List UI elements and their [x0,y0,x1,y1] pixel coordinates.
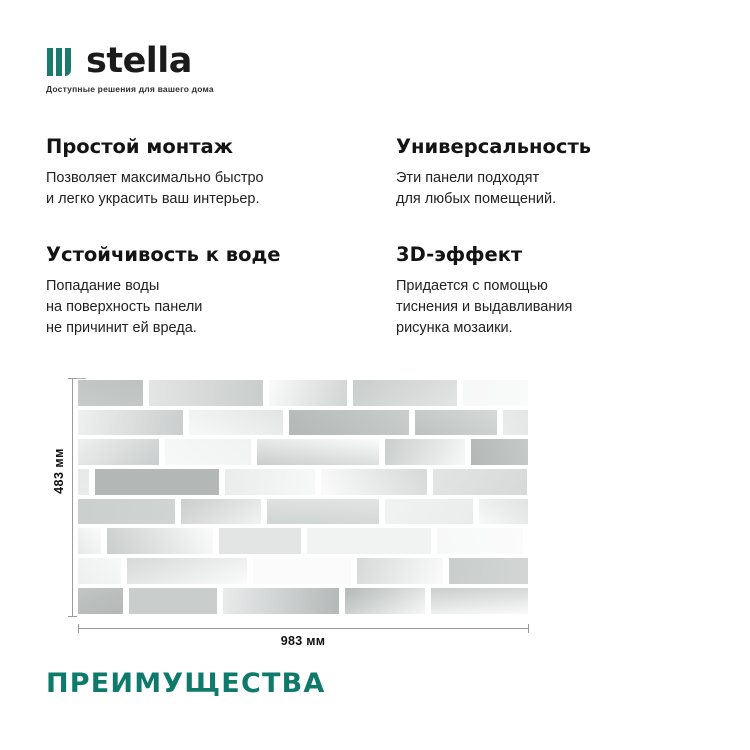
feature-block-simple-install [46,136,376,236]
brick-tile [124,556,250,586]
feature-item [46,136,376,210]
brick-tile [350,378,460,408]
brick-tile [78,437,162,467]
feature-body [396,276,676,339]
brick-tile [468,437,528,467]
brick-tile [382,497,476,527]
brick-tile [430,467,528,497]
brick-tile [526,526,528,556]
width-tick-left [78,624,79,633]
feature-item [46,244,376,339]
feature-block-3d-effect [396,244,676,365]
feature-body-line: Эти панели подходят [396,170,540,187]
logo-row [46,41,214,81]
width-tick-right [528,624,529,633]
brick-tile [446,556,528,586]
brick-tile [434,526,526,556]
brick-tile [382,437,468,467]
section-heading-advantages: ПРЕИМУЩЕСТВА [46,668,326,699]
brick-tile [254,437,382,467]
brick-mosaic-panel-image [78,378,528,616]
brick-tile [304,526,434,556]
brick-tile [104,526,216,556]
brick-tile [78,378,146,408]
feature-body-line: Попадание воды [46,278,160,295]
brand-tagline: Доступные решения для вашего дома [46,84,214,94]
brick-row [78,497,528,527]
feature-body [46,276,376,339]
brick-tile [476,497,528,527]
brick-tile [78,556,124,586]
brick-tile [222,467,318,497]
feature-item [396,244,676,339]
brick-tile [78,408,186,438]
brick-tile [146,378,266,408]
width-dimension-line [78,628,528,629]
brick-tile [126,586,220,616]
brick-row [78,408,528,438]
brick-tile [92,467,222,497]
feature-body-line: не причинит ей вреда. [46,320,197,337]
stella-logo-mark-icon [46,45,80,79]
brick-tile [78,586,126,616]
brick-tile [460,378,528,408]
feature-body [46,168,376,210]
brick-tile [342,586,428,616]
brick-tile [162,437,254,467]
brick-tile [216,526,304,556]
feature-title: Универсальность [396,135,592,158]
brick-tile [266,378,350,408]
feature-block-universality [396,136,676,236]
brick-tile [412,408,500,438]
height-label: 483 мм [52,448,66,494]
brick-tile [178,497,264,527]
feature-title: Простой монтаж [46,135,234,158]
brick-row [78,556,528,586]
product-dimension-diagram [46,378,546,648]
brick-tile [286,408,412,438]
height-tick-top [68,378,77,379]
brick-row [78,526,528,556]
brick-tile [186,408,286,438]
feature-body [396,168,676,210]
brick-tile [78,526,104,556]
brick-tile [428,586,528,616]
brand-name: stella [86,41,192,81]
feature-body-line: для любых помещений. [396,191,557,208]
height-dimension-line [72,378,73,616]
brick-tile [318,467,430,497]
feature-block-water-resistance [46,244,376,365]
feature-item [396,136,676,210]
brick-row [78,378,528,408]
feature-body-line: рисунка мозаики. [396,320,513,337]
feature-body-line: тиснения и выдавливания [396,299,573,316]
feature-body-line: и легко украсить ваш интерьер. [46,191,260,208]
feature-title: Устойчивость к воде [46,243,281,266]
brick-row [78,586,528,616]
height-tick-bottom [68,616,77,617]
feature-body-line: Позволяет максимально быстро [46,170,264,187]
brick-tile [78,497,178,527]
brick-tile [500,408,528,438]
brick-tile [250,556,354,586]
brick-row [78,437,528,467]
brick-tile [354,556,446,586]
feature-body-line: Придается с помощью [396,278,548,295]
brand-logo [46,41,214,94]
feature-title: 3D-эффект [396,243,523,266]
brick-tile [220,586,342,616]
brick-row [78,467,528,497]
brick-tile [264,497,382,527]
brick-tile [78,467,92,497]
width-label: 983 мм [280,634,326,648]
feature-body-line: на поверхность панели [46,299,203,316]
